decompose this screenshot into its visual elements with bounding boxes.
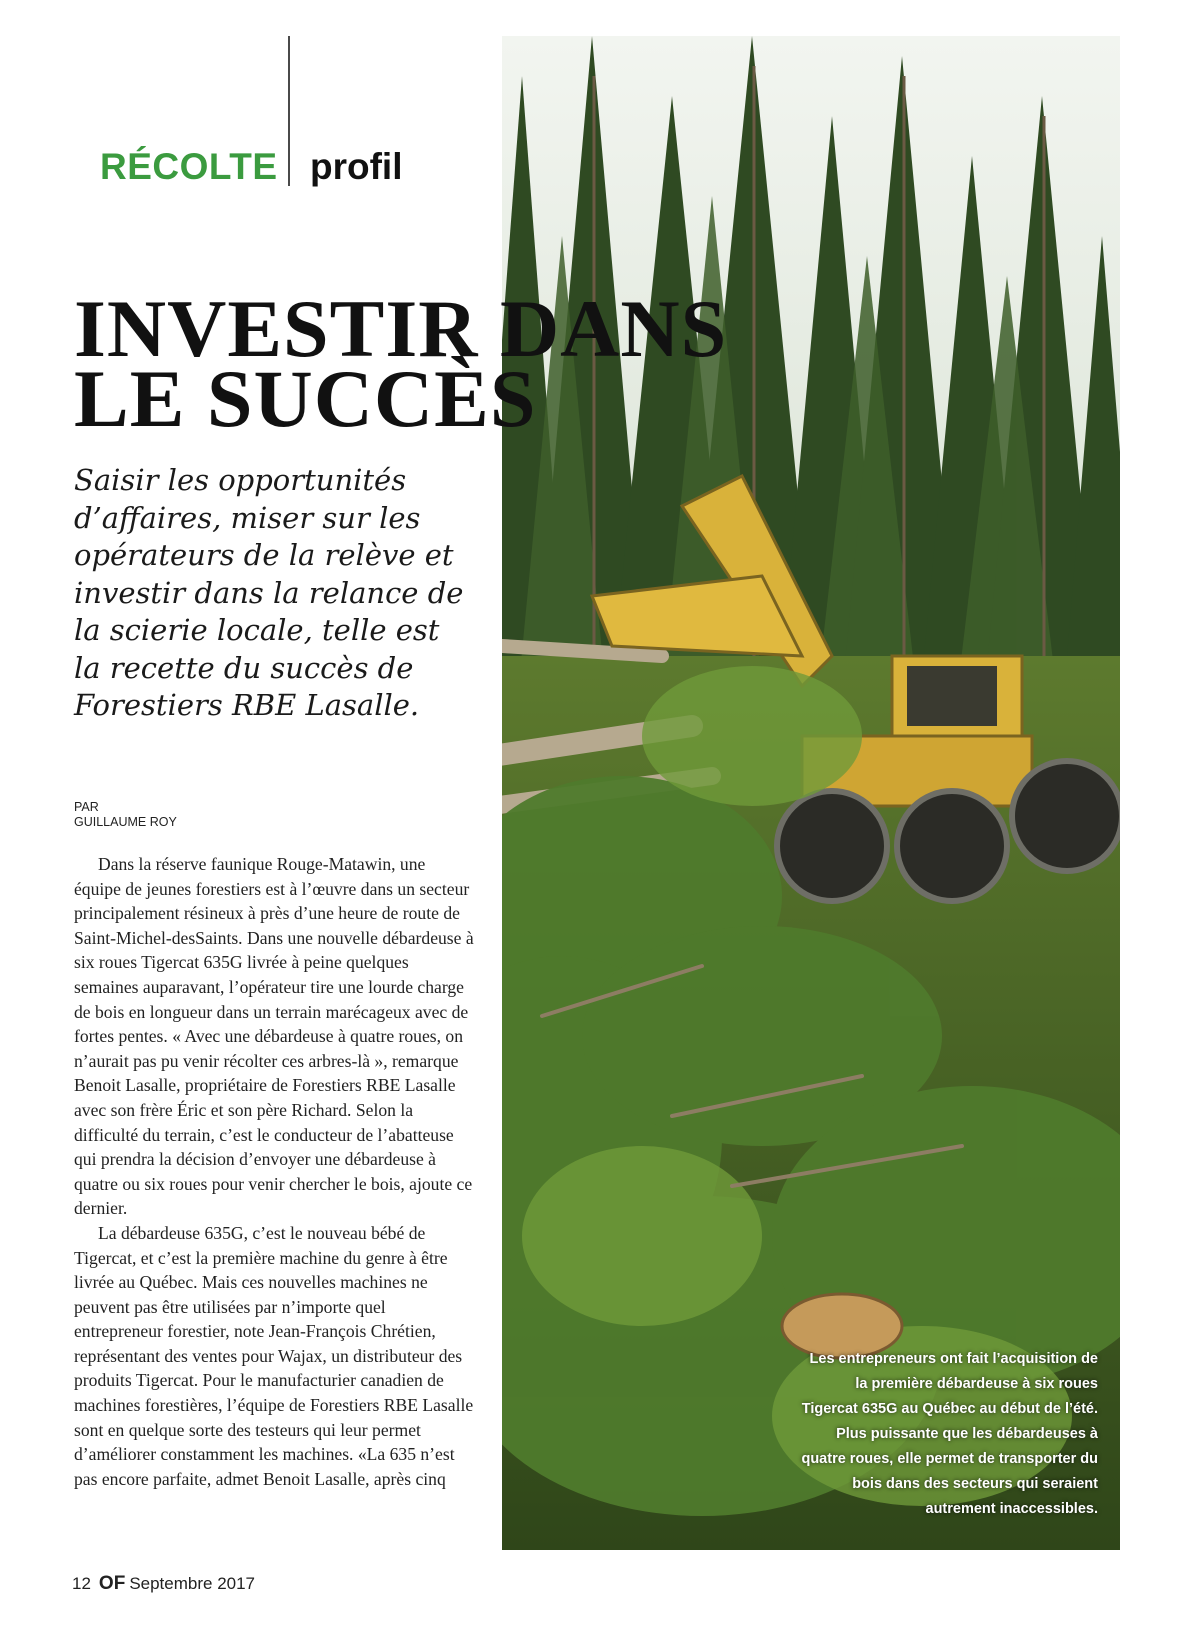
article-lede: Saisir les opportunités d’affaires, miser sur les opérateurs de la relève et investir dans la relance de la scierie locale, telle est la recette du succès de Forestiers RBE Lasalle. — [74, 463, 464, 722]
page-footer — [72, 1573, 255, 1595]
headline-line-1: INVESTIR DANS — [74, 283, 728, 374]
byline-prefix: PAR — [74, 800, 99, 814]
headline-line-2: LE SUCCÈS — [74, 353, 537, 444]
article-body — [74, 852, 474, 1491]
magazine-name: OF — [98, 1573, 126, 1594]
photo-caption: Les entrepreneurs ont fait l’acquisition de la première débardeuse à six roues Tigercat 635G au Québec au début de l’été. Plus puissante que les débardeuses à quatre roues, elle permet de transporter du bois dans des secteurs qui seraient autrement inaccessibles. — [801, 1351, 1098, 1517]
article-photo — [502, 36, 1120, 1550]
section-subsection: profil — [310, 146, 403, 187]
page-number: 12 — [72, 1574, 91, 1593]
byline-author: GUILLAUME ROY — [74, 815, 177, 829]
issue-date: Septembre 2017 — [129, 1574, 256, 1593]
byline — [74, 800, 177, 830]
forest-skidder-illustration — [502, 36, 1120, 1550]
section-name: RÉCOLTE — [100, 146, 278, 187]
body-paragraph: Dans la réserve faunique Rouge-Matawin, une équipe de jeunes forestiers est à l’œuvre dans un secteur principalement résineux à près d’une heure de route de Saint-Michel-desSaints. Dans une nouvelle débardeuse à six roues Tigercat 635G livrée à peine quelques semaines auparavant, l’opérateur tire une lourde charge de bois en longueur dans un terrain marécageux avec de fortes pentes. « Avec une débardeuse à quatre roues, on n’aurait pas pu venir récolter ces arbres-là », remarque Benoit Lasalle, propriétaire de Forestiers RBE Lasalle avec son frère Éric et son père Richard. Selon la difficulté du terrain, c’est le conducteur de l’abatteuse qui prendra la décision d’envoyer une débardeuse à quatre ou six roues pour venir chercher le bois, ajoute ce dernier. — [74, 854, 474, 1219]
body-paragraph: La débardeuse 635G, c’est le nouveau bébé de Tigercat, et c’est la première machine du genre à être livrée au Québec. Mais ces nouvelles machines ne peuvent pas être utilisées par n’importe quel entrepreneur forestier, note Jean-François Chrétien, représentant des ventes pour Wajax, un distributeur des produits Tigercat. Pour le manufacturier canadien de machines forestières, l’équipe de Forestiers RBE Lasalle sont en quelque sorte des testeurs qui leur permet d’améliorer constamment les machines. «La 635 n’est pas encore parfaite, admet Benoit Lasalle, après cinq — [74, 1222, 474, 1489]
article-headline — [74, 283, 728, 444]
section-divider — [288, 36, 290, 186]
